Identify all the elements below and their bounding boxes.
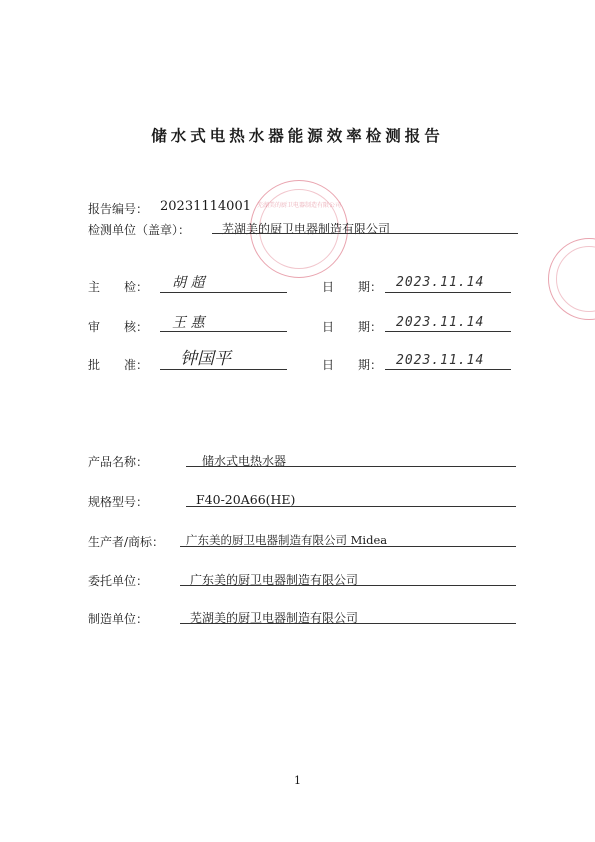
approver-underline — [160, 369, 287, 370]
approver-label: 批 准： — [88, 358, 149, 372]
approver-date-value: 2023.11.14 — [396, 353, 485, 368]
manufacturer-brand-label: 生产者/商标： — [88, 535, 165, 549]
manufacturing-unit-label: 制造单位： — [88, 612, 149, 626]
model-value: F40-20A66(HE) — [196, 492, 296, 507]
testing-unit-underline — [212, 233, 518, 234]
approver-signature: 钟国平 — [180, 349, 231, 369]
report-number-label: 报告编号： — [88, 202, 149, 216]
testing-unit-value: 芜湖美的厨卫电器制造有限公司 — [222, 222, 391, 236]
reviewer-label: 审 核： — [88, 320, 149, 334]
reviewer-underline — [160, 331, 287, 332]
manufacturing-unit-underline — [180, 623, 516, 624]
inspector-underline — [160, 292, 287, 293]
product-name-value: 储水式电热水器 — [202, 454, 287, 468]
inspector-signature: 胡 超 — [172, 275, 205, 291]
model-underline — [186, 506, 516, 507]
product-name-underline — [186, 466, 516, 467]
manufacturer-brand-underline — [180, 546, 516, 547]
reviewer-date-value: 2023.11.14 — [396, 315, 485, 330]
product-name-label: 产品名称： — [88, 455, 149, 469]
inspector-label: 主 检： — [88, 280, 149, 294]
approver-date-label: 日 期： — [322, 358, 383, 372]
report-number-value: 20231114001 — [160, 199, 251, 214]
model-label: 规格型号： — [88, 495, 149, 509]
inspector-date-label: 日 期： — [322, 280, 383, 294]
page-number: 1 — [294, 774, 301, 787]
seal-text: 芜湖美的厨卫电器制造有限公司 — [257, 202, 342, 209]
reviewer-signature: 王 惠 — [172, 315, 205, 331]
official-seal-stamp-right — [548, 238, 595, 320]
client-unit-label: 委托单位： — [88, 574, 149, 588]
inspector-date-value: 2023.11.14 — [396, 275, 485, 290]
client-unit-value: 广东美的厨卫电器制造有限公司 — [190, 573, 359, 587]
inspector-date-underline — [385, 292, 511, 293]
report-title: 储水式电热水器能源效率检测报告 — [151, 126, 444, 145]
client-unit-underline — [180, 585, 516, 586]
testing-unit-label: 检测单位（盖章）： — [88, 223, 191, 237]
manufacturer-brand-value: 广东美的厨卫电器制造有限公司 Midea — [186, 533, 388, 547]
manufacturing-unit-value: 芜湖美的厨卫电器制造有限公司 — [190, 611, 359, 625]
reviewer-date-underline — [385, 331, 511, 332]
reviewer-date-label: 日 期： — [322, 320, 383, 334]
approver-date-underline — [385, 369, 511, 370]
